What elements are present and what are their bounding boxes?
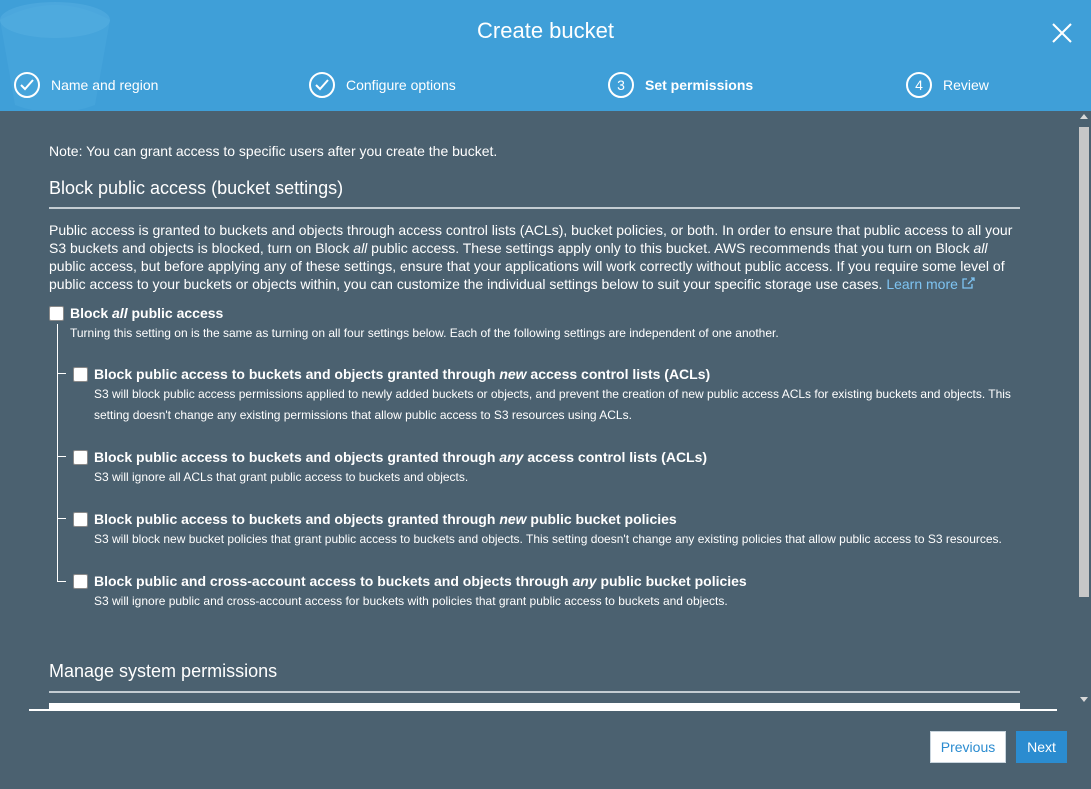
learn-more-label: Learn more	[886, 276, 958, 292]
permissions-panel	[0, 111, 1077, 709]
any-policies-checkbox[interactable]	[73, 574, 88, 589]
label-text: Block public access to buckets and objects granted through	[94, 449, 500, 465]
desc-text: Public access is granted to buckets and objects through access control lists (ACLs), bucket policies, or both. In order to ensure that public access to all your S3 buckets and objects is blocked, turn on Block	[49, 222, 1013, 256]
external-link-icon	[962, 277, 975, 289]
tree-connector	[57, 581, 66, 582]
block-public-access-description	[49, 221, 1024, 293]
new-policies-checkbox[interactable]	[73, 512, 88, 527]
option-new-policies	[73, 511, 677, 527]
step-name-and-region[interactable]	[14, 70, 158, 100]
label-text: Block	[70, 305, 113, 321]
block-public-access-heading: Block public access (bucket settings)	[49, 178, 344, 198]
check-circle-icon	[14, 72, 40, 98]
step-label: Review	[943, 77, 989, 93]
new-acls-checkbox[interactable]	[73, 367, 88, 382]
step-set-permissions	[608, 70, 753, 100]
tree-connector	[57, 373, 66, 374]
note-text: Note: You can grant access to specific users after you create the bucket.	[49, 143, 498, 159]
option-new-acls	[73, 366, 710, 382]
next-button[interactable]: Next	[1016, 731, 1067, 763]
tree-connector	[57, 518, 66, 519]
wizard-steps	[0, 70, 1091, 100]
label-emphasis: all	[112, 305, 128, 321]
previous-button[interactable]: Previous	[930, 731, 1006, 763]
label-emphasis: new	[499, 511, 527, 527]
step-label: Name and region	[51, 77, 159, 93]
step-configure-options[interactable]	[309, 70, 456, 100]
label-text: public bucket policies	[526, 511, 677, 527]
step-label: Configure options	[346, 77, 456, 93]
scroll-down-arrow-icon[interactable]	[1080, 697, 1088, 702]
block-all-label	[70, 305, 223, 321]
label-emphasis: any	[499, 449, 524, 465]
manage-system-permissions-heading: Manage system permissions	[49, 661, 278, 681]
step-label: Set permissions	[645, 77, 754, 93]
check-circle-icon	[309, 72, 335, 98]
label-text: public bucket policies	[596, 573, 747, 589]
block-all-checkbox[interactable]	[49, 306, 64, 321]
learn-more-link[interactable]	[886, 276, 974, 292]
option-description: S3 will ignore public and cross-account access for buckets with policies that grant public access to buckets and objects.	[94, 594, 728, 608]
desc-emphasis: all	[353, 240, 368, 256]
desc-text: public access, but before applying any of these settings, ensure that your applications will work correctly without public access. If you require some level of public access to your buckets or objects within, you can customize the individual settings below to suit your specific storage use cases.	[49, 258, 1005, 292]
footer-divider	[29, 709, 1057, 711]
option-description	[94, 384, 1024, 426]
scrollbar-thumb[interactable]	[1079, 127, 1089, 597]
label-text: public access	[127, 305, 224, 321]
label-text: Block public access to buckets and objects granted through	[94, 366, 500, 382]
vertical-scrollbar[interactable]	[1077, 111, 1091, 709]
section-divider	[49, 207, 1020, 209]
tree-connector	[57, 324, 58, 582]
step-number: 3	[608, 72, 634, 98]
option-label	[94, 573, 747, 589]
dialog-title: Create bucket	[477, 18, 614, 43]
step-number: 4	[906, 72, 932, 98]
desc-line: S3 will block public access permissions applied to newly added buckets or objects, and prevent the creation of new public access ACLs for existing buckets and objects. This	[94, 387, 1011, 401]
option-description: S3 will block new bucket policies that grant public access to buckets and objects. This setting doesn't change any existing policies that allow public access to S3 resources.	[94, 532, 1002, 546]
option-description: S3 will ignore all ACLs that grant public access to buckets and objects.	[94, 470, 469, 484]
desc-line: setting doesn't change any existing permissions that allow public access to S3 resources using ACLs.	[94, 408, 632, 422]
wizard-header	[0, 0, 1091, 111]
label-text: Block public and cross-account access to buckets and objects through	[94, 573, 573, 589]
scroll-up-arrow-icon[interactable]	[1080, 114, 1088, 119]
desc-emphasis: all	[973, 240, 988, 256]
tree-connector	[57, 456, 66, 457]
label-text: Block public access to buckets and objects granted through	[94, 511, 500, 527]
option-label	[94, 366, 710, 382]
option-any-acls	[73, 449, 707, 465]
desc-text: public access. These settings apply only to this bucket. AWS recommends that you turn on Block	[367, 240, 974, 256]
option-label	[94, 511, 677, 527]
block-all-option	[49, 305, 223, 321]
step-review	[906, 70, 989, 100]
close-icon[interactable]	[1050, 21, 1074, 45]
label-text: access control lists (ACLs)	[523, 449, 708, 465]
label-text: access control lists (ACLs)	[526, 366, 711, 382]
section-divider	[49, 691, 1020, 693]
option-any-policies	[73, 573, 747, 589]
label-emphasis: any	[572, 573, 597, 589]
block-all-hint: Turning this setting on is the same as turning on all four settings below. Each of the following settings are independent of one another.	[70, 326, 779, 340]
any-acls-checkbox[interactable]	[73, 450, 88, 465]
label-emphasis: new	[499, 366, 527, 382]
option-label	[94, 449, 707, 465]
